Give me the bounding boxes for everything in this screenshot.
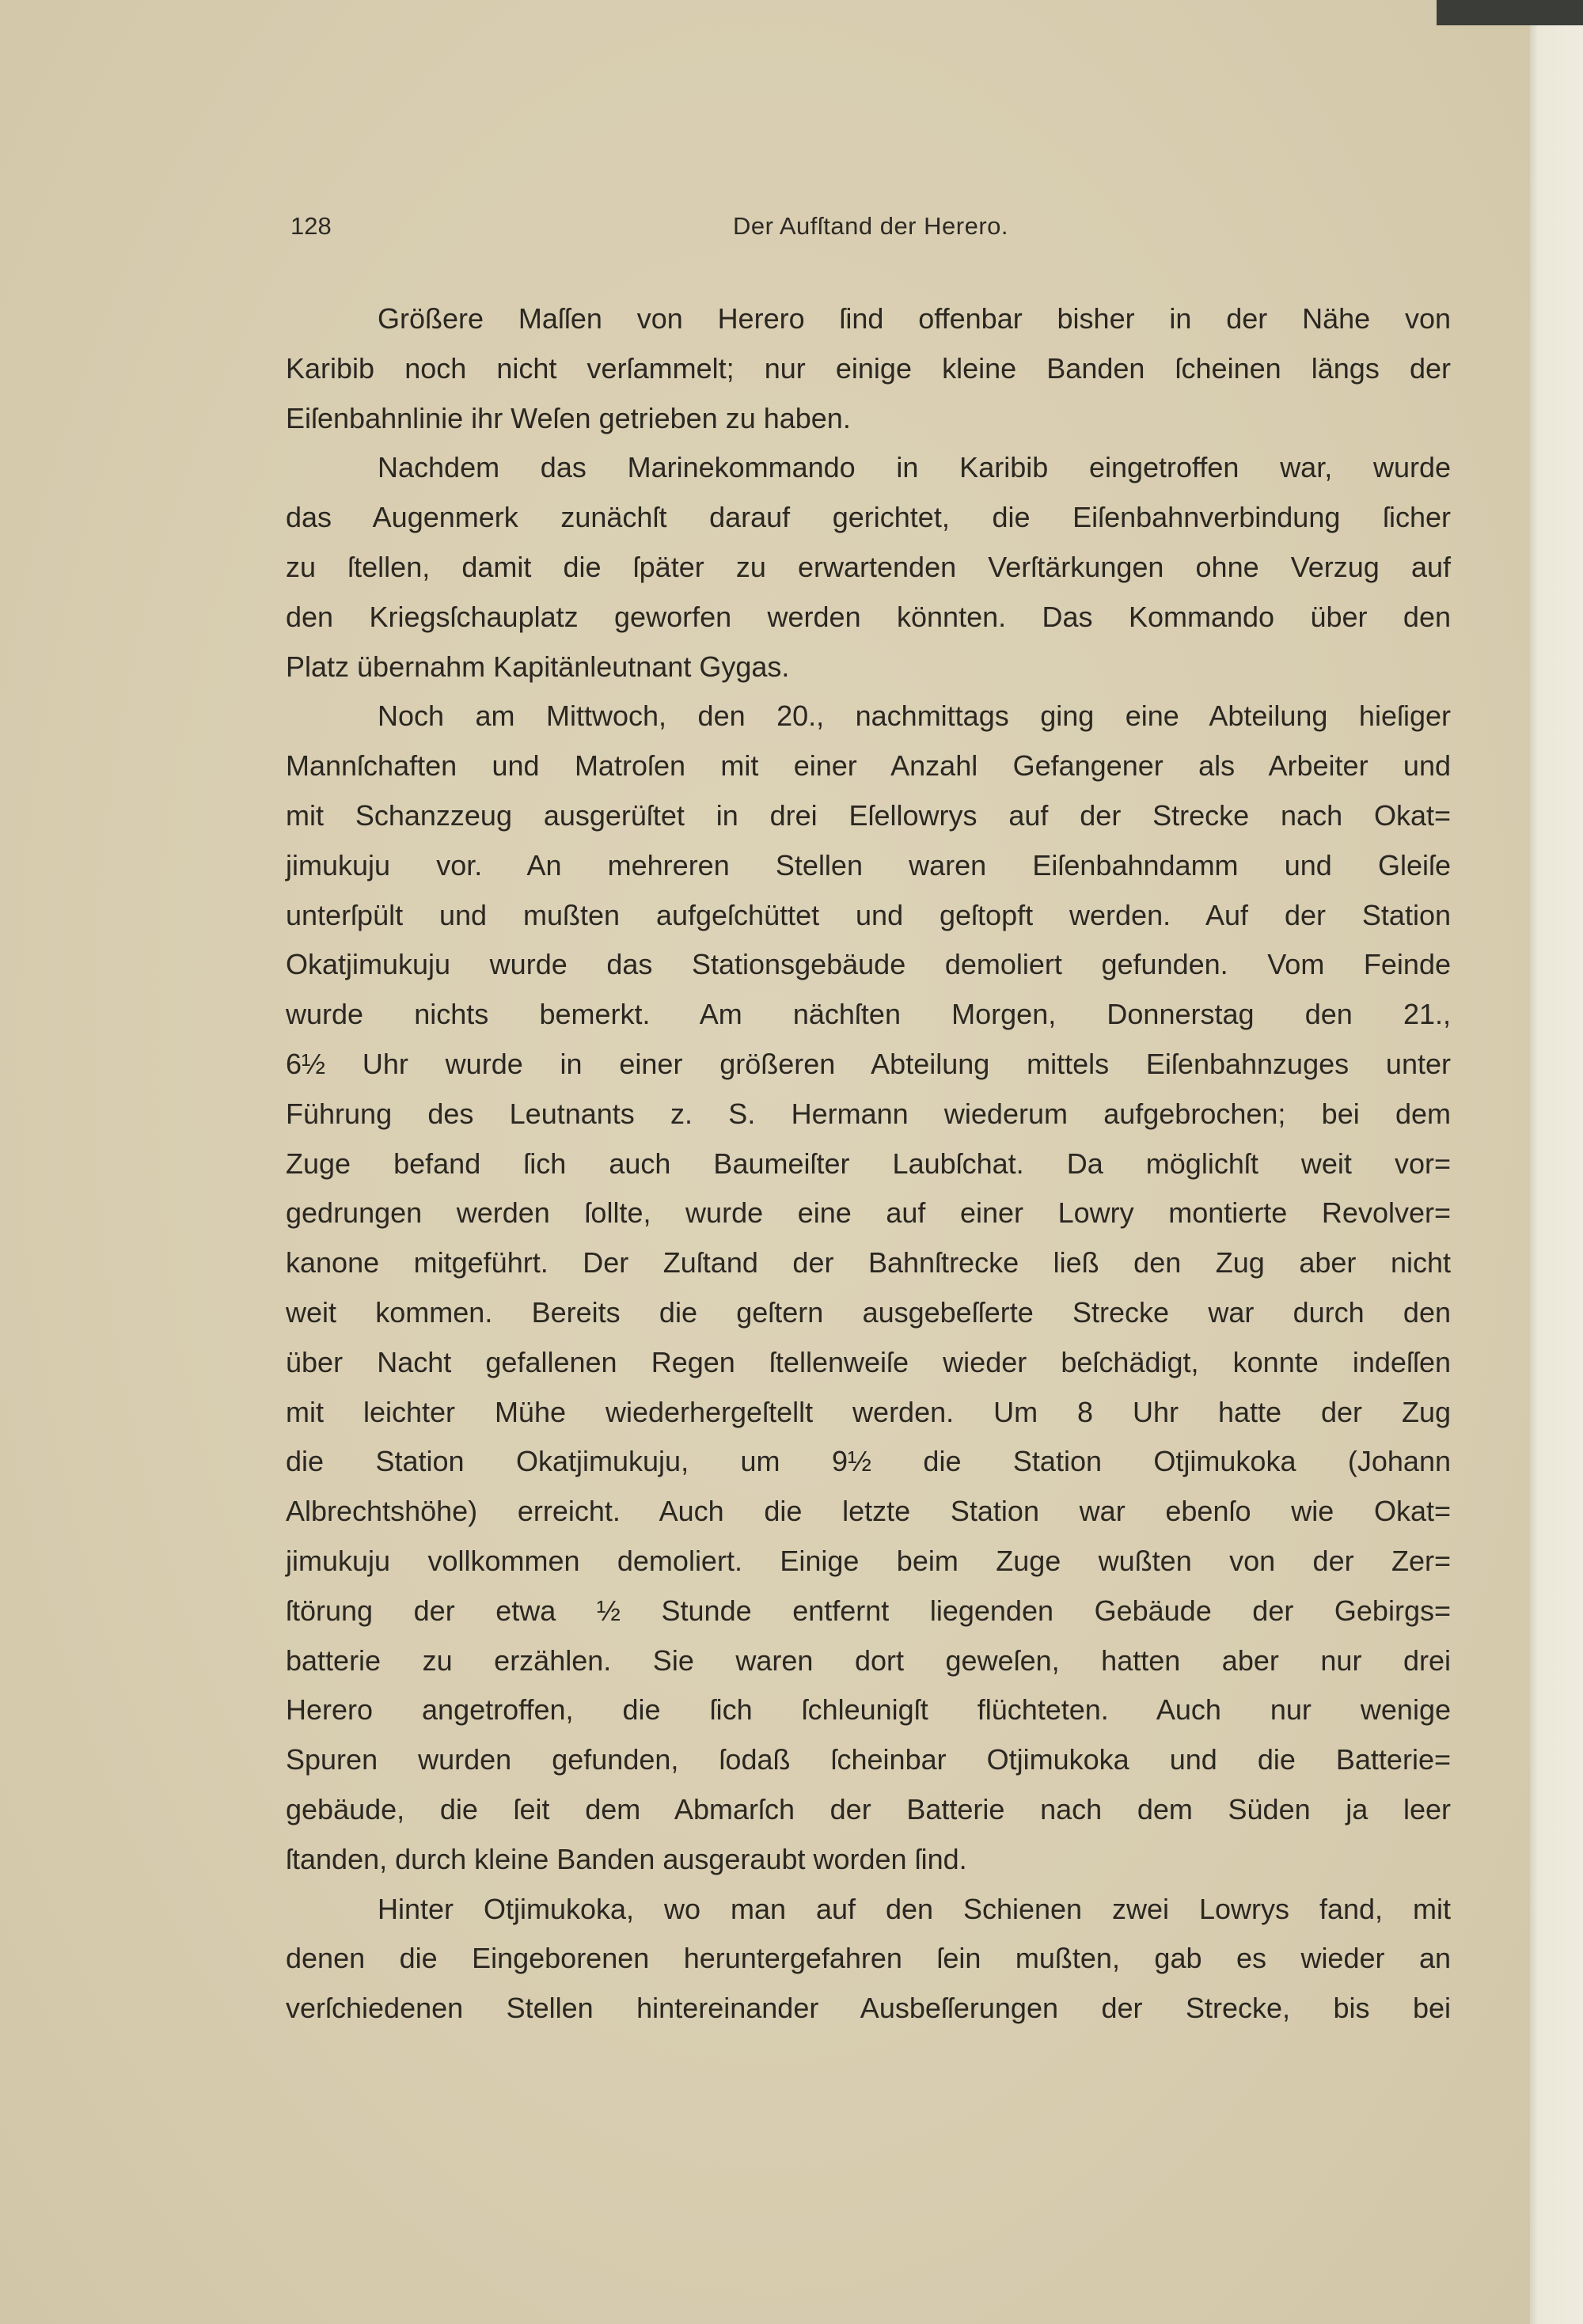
text-line: Karibib noch nicht verſammelt; nur einige kleine Banden ſcheinen längs der xyxy=(286,351,1451,385)
page-header xyxy=(289,212,1452,247)
text-line: Platz übernahm Kapitänleutnant Gygas. xyxy=(286,650,790,683)
text-line: Eiſenbahnlinie ihr Weſen getrieben zu haben. xyxy=(286,401,851,434)
next-page-edge xyxy=(1530,24,1583,2324)
text-line: weit kommen. Bereits die geſtern ausgebeſſerte Strecke war durch den xyxy=(286,1295,1451,1329)
page-number: 128 xyxy=(290,212,332,240)
text-line: Spuren wurden gefunden, ſodaß ſcheinbar Otjimukoka und die Batterie= xyxy=(286,1743,1451,1776)
text-line: Zuge befand ſich auch Baumeiſter Laubſchat. Da möglichſt weit vor= xyxy=(286,1147,1451,1180)
text-line: 6½ Uhr wurde in einer größeren Abteilung mittels Eiſenbahnzuges unter xyxy=(286,1047,1451,1080)
text-line: Größere Maſſen von Herero ſind offenbar bisher in der Nähe von xyxy=(378,302,1451,335)
text-line: kanone mitgeführt. Der Zuſtand der Bahnſtrecke ließ den Zug aber nicht xyxy=(286,1246,1451,1280)
text-line: ſtanden, durch kleine Banden ausgeraubt worden ſind. xyxy=(286,1842,967,1875)
text-line: gebäude, die ſeit dem Abmarſch der Batterie nach dem Süden ja leer xyxy=(286,1792,1451,1825)
text-line: mit leichter Mühe wiederhergeſtellt werden. Um 8 Uhr hatte der Zug xyxy=(286,1395,1451,1428)
text-line: den Kriegsſchauplatz geworfen werden könnten. Das Kommando über den xyxy=(286,600,1451,633)
text-line: unterſpült und mußten aufgeſchüttet und geſtopft werden. Auf der Station xyxy=(286,898,1451,931)
text-line: die Station Okatjimukuju, um 9½ die Station Otjimukoka (Johann xyxy=(286,1445,1451,1478)
running-title: Der Aufſtand der Herero. xyxy=(732,212,1008,240)
text-line: denen die Eingeborenen heruntergefahren ſein mußten, gab es wieder an xyxy=(286,1942,1451,1975)
paragraph xyxy=(286,301,1451,449)
text-line: jimukuju vollkommen demoliert. Einige beim Zuge wußten von der Zer= xyxy=(286,1544,1451,1577)
text-line: Hinter Otjimukoka, wo man auf den Schienen zwei Lowrys fand, mit xyxy=(378,1892,1451,1925)
paragraph xyxy=(286,698,1451,1890)
text-line: batterie zu erzählen. Sie waren dort geweſen, hatten aber nur drei xyxy=(286,1643,1451,1677)
body-text xyxy=(286,301,1451,2040)
text-line: Führung des Leutnants z. S. Hermann wiederum aufgebrochen; bei dem xyxy=(286,1097,1451,1130)
paragraph xyxy=(286,449,1451,698)
text-line: Herero angetroffen, die ſich ſchleunigſt flüchteten. Auch nur wenige xyxy=(286,1693,1451,1727)
text-line: verſchiedenen Stellen hintereinander Ausbeſſerungen der Strecke, bis bei xyxy=(286,1992,1451,2025)
text-line: über Nacht gefallenen Regen ſtellenweiſe wieder beſchädigt, konnte indeſſen xyxy=(286,1345,1451,1378)
paragraph xyxy=(286,1891,1451,2040)
text-line: Mannſchaften und Matroſen mit einer Anzahl Gefangener als Arbeiter und xyxy=(286,749,1451,783)
text-line: wurde nichts bemerkt. Am nächſten Morgen, Donnerstag den 21., xyxy=(286,998,1451,1031)
book-cover-edge xyxy=(1437,0,1583,25)
text-line: mit Schanzzeug ausgerüſtet in drei Eſellowrys auf der Strecke nach Okat= xyxy=(286,798,1451,832)
text-line: Noch am Mittwoch, den 20., nachmittags ging eine Abteilung hieſiger xyxy=(378,699,1451,733)
text-line: jimukuju vor. An mehreren Stellen waren Eiſenbahndamm und Gleiſe xyxy=(286,848,1451,881)
text-line: das Augenmerk zunächſt darauf gerichtet, die Eiſenbahnverbindung ſicher xyxy=(286,501,1451,534)
text-line: Okatjimukuju wurde das Stationsgebäude demoliert gefunden. Vom Feinde xyxy=(286,948,1451,981)
text-line: Albrechtshöhe) erreicht. Auch die letzte Station war ebenſo wie Okat= xyxy=(286,1495,1451,1528)
text-line: zu ſtellen, damit die ſpäter zu erwartenden Verſtärkungen ohne Verzug auf xyxy=(286,550,1451,583)
text-line: gedrungen werden ſollte, wurde eine auf einer Lowry montierte Revolver= xyxy=(286,1196,1451,1230)
text-line: ſtörung der etwa ½ Stunde entfernt liegenden Gebäude der Gebirgs= xyxy=(286,1594,1451,1627)
text-line: Nachdem das Marinekommando in Karibib eingetroffen war, wurde xyxy=(378,451,1451,484)
